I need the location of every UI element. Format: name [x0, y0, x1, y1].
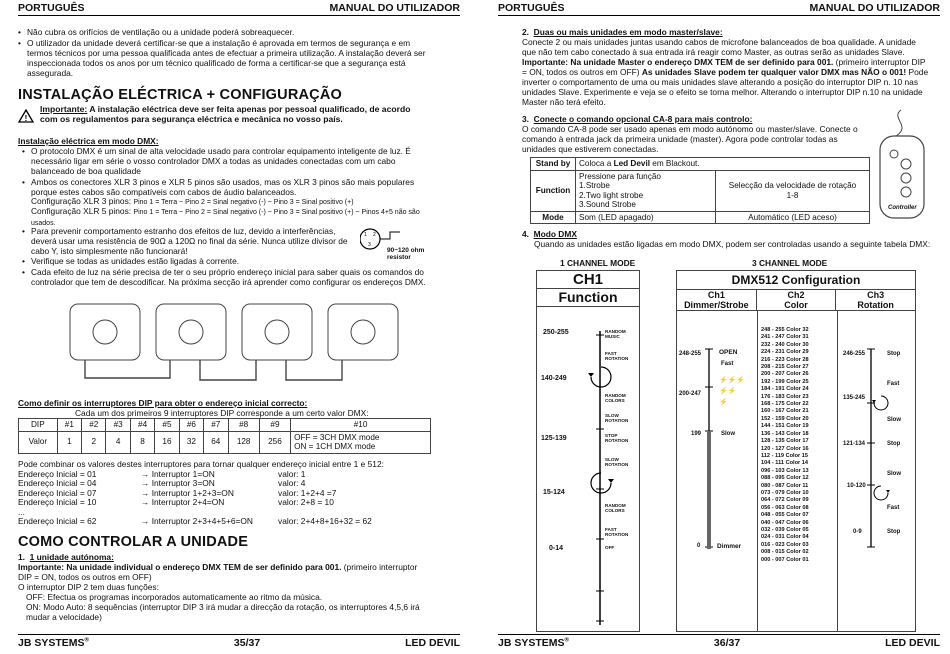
dimmer-ramp-icon	[707, 431, 711, 549]
install-title: INSTALAÇÃO ELÉCTRICA + CONFIGURAÇÃO	[18, 87, 342, 103]
color-list-item: 008 - 015 Color 02	[761, 549, 809, 556]
daisy-chain-diagram-icon	[60, 296, 420, 388]
ch1-chart: CH1 Function 250-255 RANDOM MUSIC FAST ROTATION 140-249 RANDOM COLORS SLOW ROTATION 125-139 STOP ROTATION SLOW ROTATION 15-124 RANDOM COLORS FAST ROTATION 0-14 OFF	[536, 270, 640, 632]
table-row: Stand by Coloca a Led Devil em Blackout.	[531, 158, 870, 171]
control-title: COMO CONTROLAR A UNIDADE	[18, 534, 249, 550]
svg-text:2: 2	[373, 232, 376, 238]
dmx-bullets-2	[22, 226, 362, 257]
color-list-item: 056 - 063 Color 08	[761, 504, 809, 511]
color-list-item: 024 - 031 Color 04	[761, 534, 809, 541]
list-item: Endereço Inicial = 62 → Interruptor 2+3+4+5+6=ON valor: 2+4+8+16+32 = 62	[18, 515, 372, 526]
warning-icon	[18, 109, 34, 123]
dip-caption: Cada um dos primeiros 9 interruptores DIP corresponde a um certo valor DMX:	[75, 408, 369, 418]
color-list-item: 096 - 103 Color 13	[761, 467, 809, 474]
table-row: Mode Som (LED apagado) Automático (LED aceso)	[531, 211, 870, 224]
color-list-item: 088 - 095 Color 12	[761, 475, 809, 482]
rotate-cw-icon	[871, 393, 891, 413]
list-item: Endereço Inicial = 10 → Interruptor 2+4=ON valor: 2+8 = 10	[18, 497, 334, 508]
s4-heading: 4. Modo DMX	[522, 229, 577, 239]
color-list-item: 048 - 055 Color 07	[761, 512, 809, 519]
s3-body: O comando CA-8 pode ser usado apenas em modo autónomo ou master/slave. Conecte o comando à entrada jack da primeira unidade (master). Agora pode controlar todas as unidades que estiverem conectadas.	[522, 124, 858, 155]
svg-text:!: !	[24, 114, 28, 123]
lightning-icon: ⚡⚡⚡ ⚡⚡ ⚡	[719, 377, 746, 406]
dmx-bullets-3	[22, 256, 430, 288]
resistor-label: 90~120 ohm resistor	[387, 247, 425, 261]
xlr5-config: Configuração XLR 5 pinos: Pino 1 = Terra ~ Pino 2 = Sinal negativo (-) ~ Pino 3 = Sinal positivo (+) ~ Pinos 4+5 não são usados.	[31, 206, 420, 228]
intro-bullets	[18, 27, 430, 79]
auto-heading: 1. 1 unidade autónoma:	[18, 552, 114, 562]
table-row: Function Pressione para função 1.Strobe 2.Two light strobe 3.Sound Strobe Selecção da velocidade de rotação 1-8	[531, 170, 870, 211]
dmx3-chart: DMX512 Configuration Ch1 Dimmer/Strobe Ch2 Color Ch3 Rotation 248-255 200-247 199 0 OPEN Fast ⚡⚡⚡ ⚡⚡ ⚡ Slow Dimmer 248 - 255 Color 32 241 - 247 Color 31 232 - 240 Color 30 224 - 231 Color 29 216 - 223 Color 28 208 - 215 Color 27 200 - 207 Color 26 192 - 199 Color 25 184 - 191 Color 24 176 - 183 Color 23 168 - 175 Color 22 160 - 167 Color 21 152 - 159 Color 20 144 - 151 Color 19 136 - 143 Color 18 128 - 135 Color 17 120 - 127 Color 16 112 - 119 Color 15 104 - 111 Color 14 096 - 103 Color 13 088 - 095 Color 12 080 - 087 Color 11 073 - 079 Color 10 064 - 072 Color 09 056 - 063 Color 08 048 - 055 Color 07 040 - 047 Color 06 032 - 039 Color 05 024 - 031 Color 04 016 - 023 Color 03 008 - 015 Color 02 000 - 007 Color 01 246-255 135-245 121-134 10-120 0-9 Stop Fast Slow Stop Slow Fast Stop	[676, 270, 916, 632]
color-list-item: 208 - 215 Color 27	[761, 364, 809, 371]
color-list-item: 064 - 072 Color 09	[761, 497, 809, 504]
color-list-item: 168 - 175 Color 22	[761, 401, 809, 408]
color-list-item: 104 - 111 Color 14	[761, 460, 808, 467]
rotate-ccw-icon	[587, 469, 615, 497]
color-list-item: 232 - 240 Color 30	[761, 341, 809, 348]
color-list-item: 241 - 247 Color 31	[761, 334, 809, 341]
dmx-bullets	[22, 146, 430, 198]
list-item: Endereço Inicial = 04 → Interruptor 3=ON valor: 4	[18, 478, 306, 489]
list-item: • O protocolo DMX é um sinal de alta velocidade usado para controlar equipamento inteligente de luz. É necessário ligar em série o vosso controlador DMX a todas as unidades conectadas com um cabo balanceado de boa qualidade	[22, 146, 430, 176]
color-list-item: 128 - 135 Color 17	[761, 438, 809, 445]
color-list-item: 000 - 007 Color 01	[761, 556, 809, 563]
mode-3ch-title: 3 CHANNEL MODE	[752, 258, 828, 268]
s3-heading: 3. Conecte o comando opcional CA-8 para mais controlo:	[522, 114, 753, 124]
color-list-item: 120 - 127 Color 16	[761, 445, 809, 452]
color-list-item: 224 - 231 Color 29	[761, 349, 809, 356]
list-item: ...	[18, 506, 25, 517]
list-item: Endereço Inicial = 07 → Interruptor 1+2+3=ON valor: 1+2+4 =7	[18, 487, 337, 498]
list-item: • Verifique se todas as unidades estão ligadas à corrente.	[22, 256, 430, 266]
page-footer: JB SYSTEMS® 36/37 LED DEVIL	[498, 634, 940, 650]
color-list-item: 160 - 167 Color 21	[761, 408, 809, 415]
remote-label: Controller	[888, 205, 917, 211]
color-list-item: 112 - 119 Color 15	[761, 452, 808, 459]
dmx-install-title: Instalação eléctrica em modo DMX:	[18, 136, 159, 146]
auto-important: Importante: Na unidade individual o endereço DMX TEM de ser definido para 001. (primeiro interruptor DIP = ON, todos os outros em OFF)	[18, 562, 418, 583]
color-list-item: 080 - 087 Color 11	[761, 482, 809, 489]
page-header: PORTUGUÊS MANUAL DO UTILIZADOR	[498, 2, 940, 14]
table-row: DIP #1 #2 #3 #4 #5 #6 #7 #8 #9 #10	[19, 419, 431, 432]
color-list	[761, 327, 835, 564]
svg-text:1: 1	[364, 232, 367, 238]
table-row: Valor 1 2 4 8 16 32 64 128 256 OFF = 3CH DMX mode ON = 1CH DMX mode	[19, 431, 431, 453]
list-item: • Ambos os conectores XLR 3 pinos e XLR 5 pinos são usados, mas os XLR 3 pinos são mais populares porque estes cabos são compatíveis com cabos de áudio balanceados.	[22, 177, 430, 197]
color-list-item: 216 - 223 Color 28	[761, 356, 809, 363]
examples-list	[18, 469, 438, 525]
mode-1ch-title: 1 CHANNEL MODE	[560, 258, 636, 268]
s4-body: Quando as unidades estão ligadas em modo DMX, podem ser controladas usando a seguinte tabela DMX:	[534, 239, 931, 249]
s2-body: Conecte 2 ou mais unidades juntas usando cabos de microfone balanceados de boa qualidade. A unidade que não tem cabo conectado à sua entrada irá reagir como Master, as outras serão as unidades Slave. Importante: Na unidade Master o endereço DMX TEM de ser definido para 001. (primeiro interruptor DIP = ON, todos os outros em OFF) As unidades Slave podem ter qualquer valor DMX mas NÃO o 001! Pode inverter o comportamento de uma ou mais unidades slave alterando a posição do interruptor DIP n. 10 nas unidades Slave. Experimente e veja se o efeito se torna melhor. Alterando o interruptor DIP n.10 na unidade Master não terá efeito.	[522, 37, 929, 108]
list-item: Endereço Inicial = 01 → Interruptor 1=ON valor: 1	[18, 469, 306, 479]
right-page	[480, 0, 950, 654]
ch3-rotation-scale-icon	[867, 347, 875, 551]
color-list-item: 016 - 023 Color 03	[761, 541, 809, 548]
list-item: • Para prevenir comportamento estranho dos efeitos de luz, devido a interferências, deverá usar uma resistência de 90Ω a 120Ω no final da série. Nunca utilize divisor de cabo Y, isto simplesmente não funcionará!	[22, 226, 362, 256]
rotate-ccw2-icon	[871, 483, 891, 503]
color-list-item: 136 - 143 Color 18	[761, 430, 809, 437]
color-list-item: 144 - 151 Color 19	[761, 423, 809, 430]
color-list-item: 200 - 207 Color 26	[761, 371, 809, 378]
dip-title: Como definir os interruptores DIP para obter o endereço inicial correcto:	[18, 398, 308, 408]
color-list-item: 032 - 039 Color 05	[761, 526, 809, 533]
list-item: • Não cubra os orifícios de ventilação ou a unidade poderá sobreaquecer.	[18, 27, 430, 37]
color-list-item: 176 - 183 Color 23	[761, 393, 809, 400]
color-list-item: 248 - 255 Color 32	[761, 327, 809, 333]
color-list-item: 073 - 079 Color 10	[761, 489, 809, 496]
page-footer: JB SYSTEMS® 35/37 LED DEVIL	[18, 634, 460, 650]
color-list-item: 040 - 047 Color 06	[761, 519, 809, 526]
list-item: • Cada efeito de luz na série precisa de ter o seu próprio endereço inicial para saber quais os comandos do controlador que tem de descodificar. Na próxima secção irá aprender como configurar os endereços DMX.	[22, 267, 430, 287]
important-note: Importante: A instalação eléctrica deve ser feita apenas por pessoal qualificado, de acordo com os regulamentos para segurança eléctrica e mecânica no vosso país.	[40, 104, 411, 125]
svg-text:3: 3	[368, 242, 371, 248]
rotate-icon	[587, 363, 615, 391]
list-item: • O utilizador da unidade deverá certificar-se que a instalação é aprovada em termos de segurança e em termos técnicos por uma pessoa qualificada antes de efectuar a primeira utilização. A instalação deverá ser inspeccionada todos os anos por um técnico qualificado de forma a certificar-se que a segurança está assegurada.	[18, 38, 430, 78]
ca8-table	[530, 157, 870, 224]
color-list-item: 152 - 159 Color 20	[761, 415, 809, 422]
color-list-item: 184 - 191 Color 24	[761, 386, 809, 393]
dip-table	[18, 418, 431, 454]
xlr3-config: Configuração XLR 3 pinos: Pino 1 = Terra ~ Pino 2 = Sinal negativo (-) ~ Pino 3 = Sinal positivo (+)	[31, 196, 354, 206]
combine-text: Pode combinar os valores destes interruptores para tornar qualquer endereço inicial entre 1 e 512:	[18, 459, 384, 469]
auto-lines: O interruptor DIP 2 tem duas funções: OFF: Efectua os programas incorporados automaticamente ao ritmo da música. ON: Modo Auto: 8 sequências (interruptor DIP 3 irá mudar a direcção da rotação, os interruptores 4,5,6 irá mudar a velocidade)	[18, 582, 420, 623]
s2-heading: 2. Duas ou mais unidades em modo master/slave:	[522, 27, 723, 37]
left-page	[0, 0, 470, 654]
color-list-item: 192 - 199 Color 25	[761, 378, 809, 385]
page-header: PORTUGUÊS MANUAL DO UTILIZADOR	[18, 2, 460, 14]
